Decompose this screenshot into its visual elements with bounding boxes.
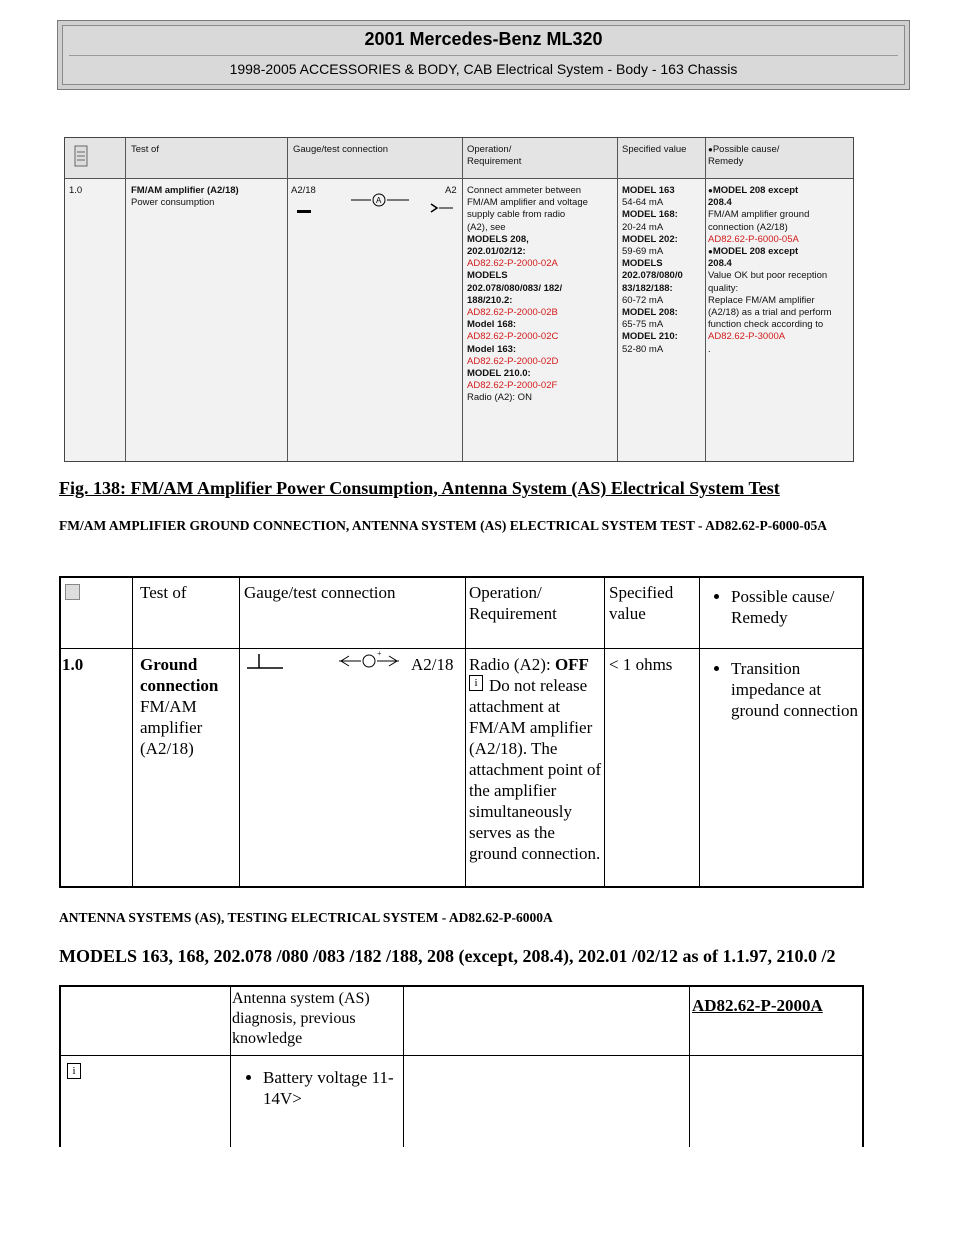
svg-text:+: +: [377, 650, 382, 658]
figure-operation-line: MODELS: [467, 270, 508, 282]
figure-specified-line: 20-24 mA: [622, 221, 664, 233]
figure-specified-line: MODEL 208:: [622, 307, 678, 319]
figure-specified-line: 54-64 mA: [622, 197, 664, 209]
table-col-divider: [239, 578, 240, 886]
section-heading-models: MODELS 163, 168, 202.078 /080 /083 /182 /188, 208 (except, 208.4), 202.01 /02/12 as of 1.1.97, 210.0 /2: [59, 946, 836, 966]
figure-operation-line: MODEL 210.0:: [467, 368, 531, 380]
figure-header-possible: ● Possible cause/ Remedy: [708, 144, 779, 168]
document-icon: [65, 584, 80, 600]
figure-specified-text: [622, 185, 704, 356]
t1-header-operation: Operation/ Requirement: [469, 583, 557, 623]
figure-cause-line: Replace FM/AM amplifier: [708, 294, 815, 306]
figure-header-operation: Operation/ Requirement: [467, 144, 522, 168]
figure-cause-line: 208.4: [708, 258, 732, 270]
figure-cause-line: connection (A2/18): [708, 221, 788, 233]
figure-gauge-right: A2: [445, 185, 457, 196]
info-note-icon: i: [469, 675, 483, 691]
figure-operation-line: AD82.62-P-2000-02D: [467, 355, 559, 367]
t1-op-value: OFF: [554, 655, 589, 674]
table-col-divider: [403, 987, 404, 1147]
t2-info-icon: [67, 1063, 87, 1084]
figure-specified-line: MODEL 163: [622, 185, 675, 196]
figure-col-divider: [705, 138, 706, 461]
figure-operation-line: supply cable from radio: [467, 209, 566, 221]
t1-gauge-value: A2/18: [411, 655, 454, 674]
t1-op-label: Radio (A2):: [469, 655, 555, 674]
figure-operation-line: Radio (A2): ON: [467, 392, 532, 404]
figure-row-number: 1.0: [69, 185, 83, 196]
antenna-diagnosis-table: [59, 985, 864, 1147]
figure-col-divider: [617, 138, 618, 461]
section-heading-ground-connection: FM/AM AMPLIFIER GROUND CONNECTION, ANTENNA SYSTEM (AS) ELECTRICAL SYSTEM TEST - AD82.62-P-6000-05A: [59, 518, 827, 533]
svg-text:A: A: [376, 196, 382, 205]
figure-cause-line: (A2/18) as a trial and perform: [708, 307, 832, 319]
figure-header-test-of: Test of: [131, 144, 159, 155]
table-row-divider: [61, 648, 862, 649]
t1-header-possible-text: • Possible cause/ Remedy: [731, 586, 861, 628]
t2-reference-link[interactable]: AD82.62-P-2000A: [692, 996, 823, 1015]
figure-specified-line: 52-80 mA: [622, 343, 664, 355]
t2-bullet: [233, 1067, 403, 1109]
t1-operation: [469, 654, 605, 864]
info-note-icon: i: [67, 1063, 81, 1079]
figure-document-icon: [71, 144, 91, 170]
t1-test-bold: Ground connection: [140, 655, 219, 695]
figure-operation-line: AD82.62-P-2000-02F: [467, 380, 558, 392]
figure-specified-line: 60-72 mA: [622, 294, 664, 306]
document-title: 2001 Mercedes-Benz ML320: [364, 29, 603, 49]
figure-test-name: FM/AM amplifier (A2/18): [131, 185, 239, 196]
t1-header-test-of: Test of: [140, 583, 187, 602]
figure-cause-line: .: [708, 343, 711, 355]
document-subtitle: 1998-2005 ACCESSORIES & BODY, CAB Electrical System - Body - 163 Chassis: [229, 61, 738, 77]
table-row-divider: [61, 1055, 862, 1056]
figure-operation-line: Model 163:: [467, 343, 517, 355]
figure-cause-line: AD82.62-P-6000-05A: [708, 233, 799, 245]
ammeter-symbol-icon: [291, 192, 461, 218]
figure-cause-line: 208.4: [708, 197, 732, 209]
figure-gauge-left: A2/18: [291, 185, 316, 196]
figure-specified-line: MODEL 168:: [622, 209, 678, 221]
figure-cause-line: ● MODEL 208 except: [708, 185, 850, 197]
figure-specified-line: 59-69 mA: [622, 246, 664, 258]
t2-bullet-text: • Battery voltage 11-14V>: [263, 1067, 403, 1109]
t1-header-gauge: Gauge/test connection: [244, 583, 396, 602]
figure-operation-text: [467, 185, 615, 405]
figure-col-divider: [125, 138, 126, 461]
t1-cause: [701, 658, 861, 721]
figure-cause-line: quality:: [708, 282, 739, 294]
figure-specified-line: 65-75 mA: [622, 319, 664, 331]
figure-operation-line: FM/AM amplifier and voltage: [467, 197, 588, 209]
table-col-divider: [230, 987, 231, 1147]
figure-operation-line: AD82.62-P-2000-02C: [467, 331, 559, 343]
figure-operation-line: 202.078/080/083/ 182/: [467, 282, 563, 294]
figure-col-divider: [462, 138, 463, 461]
t1-row-number: 1.0: [62, 655, 84, 674]
figure-cause-line: FM/AM amplifier ground: [708, 209, 810, 221]
t1-test-of: [140, 654, 238, 759]
t1-header-specified: Specified value: [609, 583, 674, 623]
figure-cause-line: ● MODEL 208 except: [708, 246, 850, 258]
figure-operation-line: MODELS 208,: [467, 233, 529, 245]
figure-col-divider: [287, 138, 288, 461]
t1-cause-text: • Transition impedance at ground connection: [731, 658, 861, 721]
t1-specified-value: < 1 ohms: [609, 655, 673, 674]
figure-cause-text: [708, 185, 850, 356]
ohmmeter-symbol-icon: [337, 650, 407, 672]
figure-138: [64, 137, 854, 462]
page-header: [57, 20, 910, 90]
figure-operation-line: Model 168:: [467, 319, 517, 331]
figure-caption: Fig. 138: FM/AM Amplifier Power Consumption, Antenna System (AS) Electrical System Test: [59, 478, 780, 498]
page-header-inner: [62, 25, 905, 85]
figure-specified-line: MODEL 202:: [622, 233, 678, 245]
t1-test-rest: FM/AM amplifier (A2/18): [140, 697, 203, 758]
t1-op-note: Do not release attachment at FM/AM amplifier (A2/18). The attachment point of the amplifier simultaneously serves as the ground connection.: [469, 676, 602, 863]
figure-cause-line: Value OK but poor reception: [708, 270, 828, 282]
table-col-divider: [132, 578, 133, 886]
figure-specified-line: MODEL 210:: [622, 331, 678, 343]
table-col-divider: [465, 578, 466, 886]
figure-specified-line: MODELS: [622, 258, 663, 270]
figure-cause-line: AD82.62-P-3000A: [708, 331, 786, 343]
figure-operation-line: 188/210.2:: [467, 294, 513, 306]
section-heading-antenna-systems: ANTENNA SYSTEMS (AS), TESTING ELECTRICAL SYSTEM - AD82.62-P-6000A: [59, 910, 553, 925]
figure-specified-line: 202.078/080/0: [622, 270, 683, 282]
table-col-divider: [699, 578, 700, 886]
figure-operation-line: AD82.62-P-2000-02A: [467, 258, 558, 270]
figure-cause-line: function check according to: [708, 319, 824, 331]
t2-title: Antenna system (AS) diagnosis, previous knowledge: [232, 990, 370, 1047]
ground-symbol-icon: [245, 650, 285, 672]
header-divider: [69, 55, 898, 56]
table-col-divider: [689, 987, 690, 1147]
figure-header-specified: Specified value: [622, 144, 687, 155]
ground-connection-test-table: [59, 576, 864, 888]
figure-operation-line: Connect ammeter between: [467, 185, 582, 196]
figure-header-gauge: Gauge/test connection: [293, 144, 389, 155]
figure-operation-line: AD82.62-P-2000-02B: [467, 307, 558, 319]
figure-test-desc: Power consumption: [131, 197, 215, 208]
figure-operation-line: (A2), see: [467, 221, 506, 233]
figure-operation-line: 202.01/02/12:: [467, 246, 526, 258]
figure-specified-line: 83/182/188:: [622, 282, 673, 294]
t1-header-possible: [701, 586, 861, 628]
